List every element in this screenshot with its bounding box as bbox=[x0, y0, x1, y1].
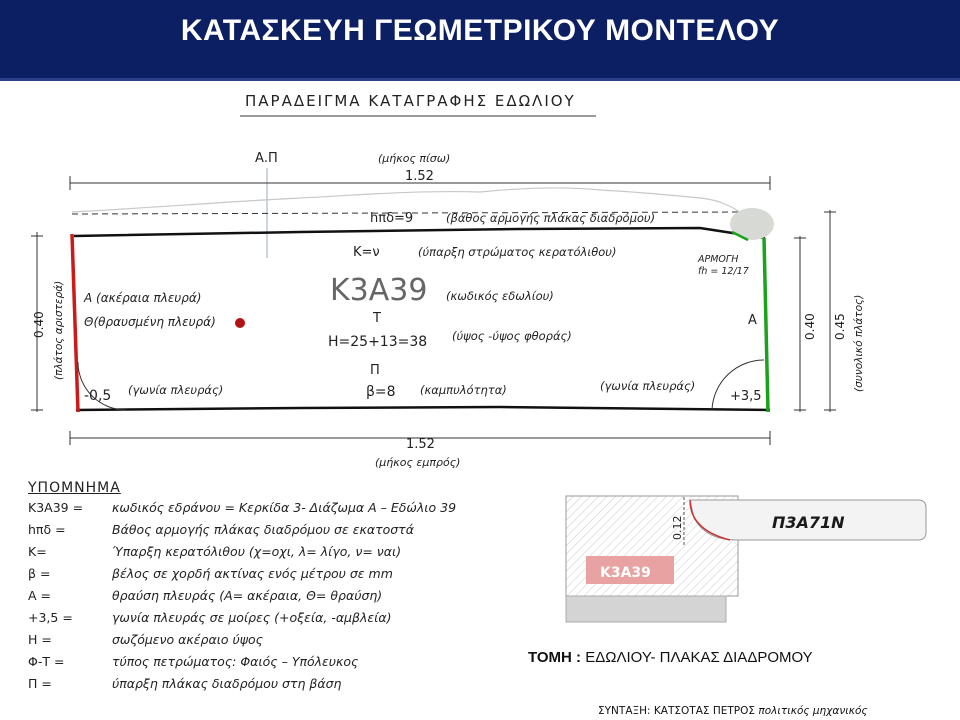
legend-key: β = bbox=[28, 566, 51, 581]
seat-code-note: (κωδικός εδωλίου) bbox=[446, 289, 554, 303]
top-profile-outline bbox=[72, 188, 740, 212]
section-caption-rest: ΕΔΩΛΙΟΥ- ΠΛΑΚΑΣ ΔΙΑΔΡΟΜΟΥ bbox=[581, 649, 813, 666]
legend-key: hπδ = bbox=[28, 522, 66, 537]
left-a-label: A (ακέραια πλευρά) bbox=[84, 291, 202, 305]
back-length-value: 1.52 bbox=[405, 169, 434, 184]
p-label: Π bbox=[370, 363, 380, 378]
legend-key: H = bbox=[28, 632, 52, 647]
section-dim-label: 0.12 bbox=[671, 515, 684, 540]
right-total-note: (συνολικό πλάτος) bbox=[853, 294, 865, 392]
front-length-value: 1.52 bbox=[406, 437, 435, 452]
right-total-value: 0.45 bbox=[833, 313, 847, 340]
seat-code-label: Κ3Α39 bbox=[330, 273, 428, 308]
seat-edge-left bbox=[72, 234, 78, 412]
legend-value: κωδικός εδράνου = Κερκίδα 3- Διάζωμα Α – Εδώλιο 39 bbox=[112, 500, 457, 515]
left-angle-value: -0,5 bbox=[84, 388, 112, 404]
legend-value: τύπος πετρώματος: Φαιός – Υπόλευκος bbox=[112, 654, 359, 669]
front-length-note: (μήκος εμπρός) bbox=[375, 456, 461, 469]
right-width-value: 0.40 bbox=[803, 313, 817, 340]
credit-line bbox=[598, 705, 868, 717]
back-length-note: (μήκος πίσω) bbox=[378, 152, 451, 165]
legend-key: K= bbox=[28, 544, 47, 559]
t-label: Τ bbox=[373, 311, 381, 326]
credit-rest: πολιτικός μηχανικός bbox=[755, 705, 868, 717]
legend-key: A = bbox=[28, 588, 51, 603]
left-theta-label: Θ(θραυσμένη πλευρά) bbox=[84, 315, 216, 329]
right-angle-note: (γωνία πλευράς) bbox=[600, 379, 696, 393]
legend-value: σωζόμενο ακέραιο ύψος bbox=[112, 632, 264, 647]
credit-bold: ΣΥΝΤΑΞΗ: ΚΑΤΣΟΤΑΣ ΠΕΤΡΟΣ bbox=[598, 705, 756, 717]
legend-key: Π = bbox=[28, 676, 52, 691]
h-label: H=25+13=38 bbox=[328, 334, 428, 350]
legend-title: ΥΠΟΜΝΗΜΑ bbox=[28, 480, 121, 496]
left-width-note: (πλάτος αριστερά) bbox=[53, 280, 65, 380]
drawing-subtitle: ΠΑΡΑΔΕΙΓΜΑ ΚΑΤΑΓΡΑΦΗΣ ΕΔΩΛΙΟΥ bbox=[245, 92, 576, 110]
legend-value: Βάθος αρμογής πλάκας διαδρόμου σε εκατοστά bbox=[112, 522, 414, 537]
right-a-label: A bbox=[748, 313, 757, 328]
hpd-note: (βάθος αρμογής πλάκας διαδρόμου) bbox=[446, 211, 656, 225]
seat-outline-bottom bbox=[76, 407, 770, 410]
section-base-slab bbox=[566, 596, 726, 622]
section-caption bbox=[528, 649, 813, 666]
k-note: (ύπαρξη στρώματος κερατόλιθου) bbox=[418, 245, 617, 259]
k-label: K=ν bbox=[353, 245, 380, 260]
section-seat-code: Κ3Α39 bbox=[600, 565, 651, 581]
legend-key: Κ3Α39 = bbox=[28, 500, 84, 515]
legend-value: γωνία πλευράς σε μοίρες (+οξεία, -αμβλεία) bbox=[112, 610, 392, 625]
ap-label: Α.Π bbox=[255, 151, 278, 166]
legend-value: βέλος σε χορδή ακτίνας ενός μέτρου σε mm bbox=[112, 566, 393, 581]
left-width-value: 0.40 bbox=[32, 311, 46, 338]
right-angle-value: +3,5 bbox=[730, 389, 762, 404]
beta-note: (καμπυλότητα) bbox=[420, 383, 507, 397]
left-angle-note: (γωνία πλευράς) bbox=[128, 383, 224, 397]
legend-key: Φ-Τ = bbox=[28, 654, 65, 669]
fracture-marker bbox=[235, 318, 245, 328]
hpd-label: hπδ=9 bbox=[370, 211, 414, 226]
seat-edge-right bbox=[764, 238, 768, 412]
page-title: ΚΑΤΑΣΚΕΥΗ ΓΕΩΜΕΤΡΙΚΟΥ ΜΟΝΤΕΛΟΥ bbox=[180, 14, 780, 47]
section-slab-code: Π3Α71Ν bbox=[772, 513, 845, 532]
legend-key: +3,5 = bbox=[28, 610, 73, 625]
seat-outline-top bbox=[74, 228, 765, 238]
legend-value: θραύση πλευράς (A= ακέραια, Θ= θραύση) bbox=[112, 588, 383, 603]
section-caption-bold: ΤΟΜΗ : bbox=[528, 649, 582, 666]
beta-label: β=8 bbox=[366, 384, 396, 400]
legend-value: Ύπαρξη κερατόλιθου (χ=οχι, λ= λίγο, ν= ναι) bbox=[112, 544, 402, 559]
joint-label: ΑΡΜΟΓΗ bbox=[698, 254, 739, 265]
h-note: (ύψος -ύψος φθοράς) bbox=[452, 329, 572, 343]
legend-value: ύπαρξη πλάκας διαδρόμου στη βάση bbox=[112, 676, 342, 691]
joint-value: fh = 12/17 bbox=[698, 266, 749, 277]
